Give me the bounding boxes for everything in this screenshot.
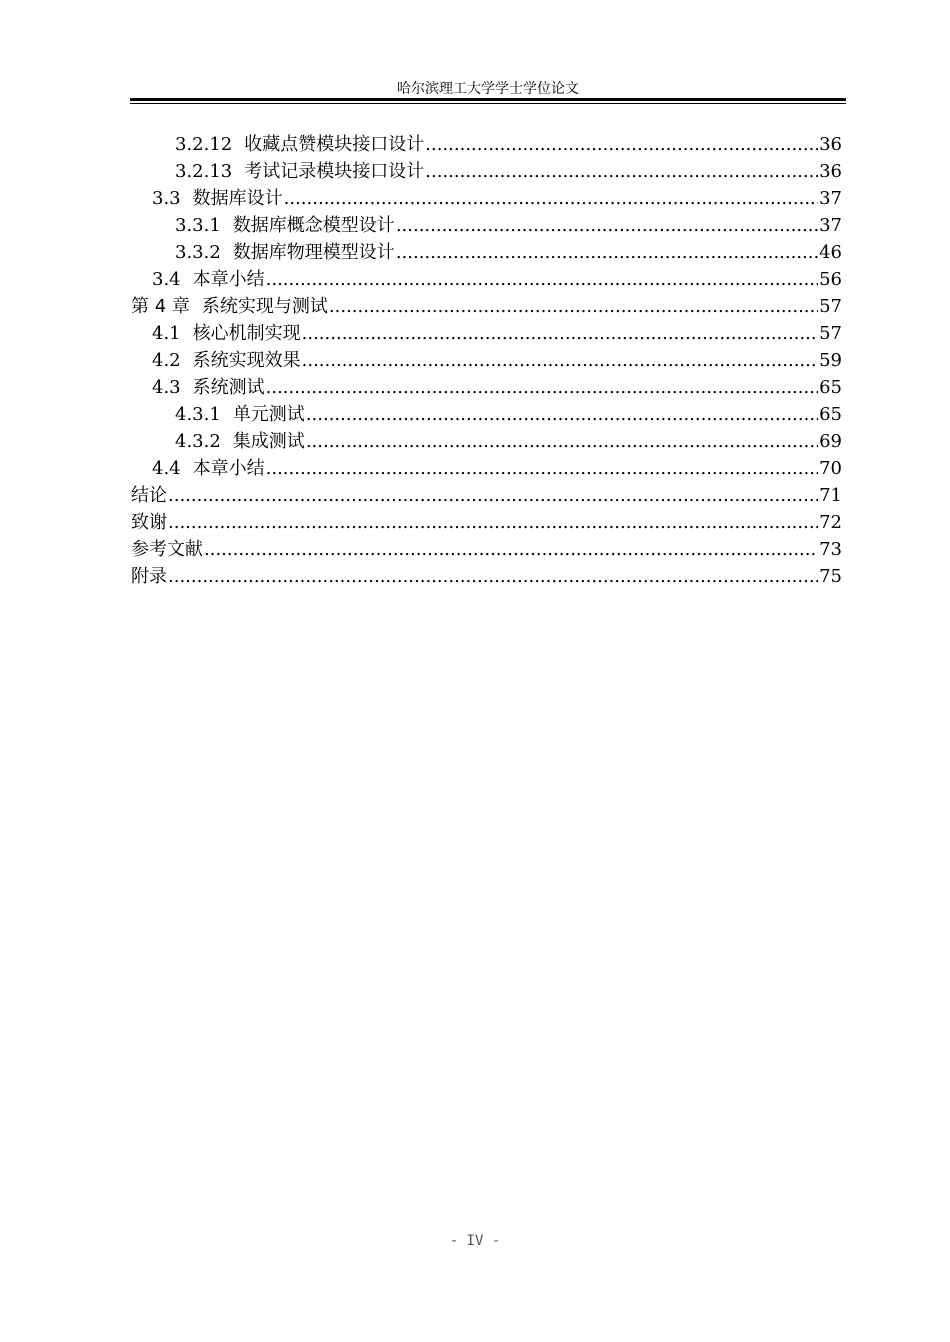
toc-entry[interactable] (131, 347, 842, 374)
toc-entry[interactable] (131, 428, 842, 455)
toc-entry-title: 参考文献 (131, 539, 203, 560)
toc-entry[interactable] (131, 320, 842, 347)
toc-entry-number: 3.3.1 (175, 215, 221, 236)
toc-entry[interactable] (131, 131, 842, 158)
toc-dot-leader (396, 212, 818, 239)
toc-entry-page: 57 (819, 323, 842, 344)
toc-entry[interactable] (131, 536, 842, 563)
toc-entry[interactable] (131, 239, 842, 266)
toc-entry-number: 4.3.2 (175, 431, 221, 452)
table-of-contents (131, 131, 842, 590)
header-rule-thick (130, 98, 846, 101)
toc-entry[interactable] (131, 563, 842, 590)
toc-dot-leader (425, 131, 818, 158)
toc-entry-title: 数据库物理模型设计 (232, 242, 395, 263)
toc-entry[interactable] (131, 158, 842, 185)
toc-entry-page: 36 (819, 161, 842, 182)
toc-dot-leader (302, 347, 818, 374)
toc-entry-page: 73 (819, 539, 842, 560)
toc-entry-number: 第 4 章 (131, 296, 190, 317)
toc-entry-page: 69 (819, 431, 842, 452)
toc-entry-page: 36 (819, 134, 842, 155)
toc-entry-number: 4.3 (152, 377, 181, 398)
toc-entry-number: 4.1 (152, 323, 181, 344)
toc-dot-leader (266, 266, 818, 293)
toc-entry-title: 单元测试 (232, 404, 305, 425)
header-rule-thin (130, 103, 846, 104)
toc-entry-title: 致谢 (131, 512, 167, 533)
toc-entry-title: 集成测试 (232, 431, 305, 452)
toc-entry-number: 4.4 (152, 458, 181, 479)
toc-entry[interactable] (131, 266, 842, 293)
toc-entry-page: 57 (819, 296, 842, 317)
toc-entry-number: 4.2 (152, 350, 181, 371)
toc-entry-page: 65 (819, 404, 842, 425)
toc-entry-title: 结论 (131, 485, 167, 506)
toc-dot-leader (306, 428, 818, 455)
toc-entry-page: 71 (819, 485, 842, 506)
toc-entry-title: 附录 (131, 566, 167, 587)
toc-entry-title: 本章小结 (192, 458, 265, 479)
running-header: 哈尔滨理工大学学士学位论文 (397, 81, 579, 97)
toc-entry-number: 4.3.1 (175, 404, 221, 425)
toc-entry[interactable] (131, 455, 842, 482)
toc-entry-page: 65 (819, 377, 842, 398)
toc-entry[interactable] (131, 185, 842, 212)
toc-entry-page: 72 (819, 512, 842, 533)
toc-entry-page: 70 (819, 458, 842, 479)
toc-entry-title: 核心机制实现 (192, 323, 301, 344)
toc-dot-leader (425, 158, 818, 185)
toc-entry-title: 数据库概念模型设计 (232, 215, 395, 236)
toc-entry[interactable] (131, 509, 842, 536)
toc-dot-leader (306, 401, 818, 428)
toc-entry[interactable] (131, 482, 842, 509)
toc-entry[interactable] (131, 401, 842, 428)
toc-entry[interactable] (131, 374, 842, 401)
toc-entry-page: 59 (819, 350, 842, 371)
toc-entry-page: 56 (819, 269, 842, 290)
toc-dot-leader (266, 455, 818, 482)
toc-entry-title: 本章小结 (192, 269, 265, 290)
toc-entry-number: 3.3 (152, 188, 181, 209)
toc-dot-leader (168, 509, 818, 536)
toc-dot-leader (204, 536, 818, 563)
toc-dot-leader (168, 563, 818, 590)
toc-entry-page: 37 (819, 215, 842, 236)
toc-entry-title: 系统测试 (192, 377, 265, 398)
toc-entry-number: 3.2.13 (175, 161, 233, 182)
toc-entry-title: 考试记录模块接口设计 (244, 161, 425, 182)
toc-entry-page: 46 (819, 242, 842, 263)
toc-entry-title: 收藏点赞模块接口设计 (244, 134, 425, 155)
toc-entry-title: 系统实现效果 (192, 350, 301, 371)
toc-entry-title: 数据库设计 (192, 188, 283, 209)
toc-entry-page: 37 (819, 188, 842, 209)
toc-entry-title: 系统实现与测试 (201, 296, 328, 317)
toc-dot-leader (396, 239, 818, 266)
toc-entry-number: 3.4 (152, 269, 181, 290)
toc-entry-number: 3.3.2 (175, 242, 221, 263)
page-number: - IV - (449, 1233, 501, 1249)
toc-dot-leader (329, 293, 818, 320)
toc-dot-leader (302, 320, 818, 347)
toc-dot-leader (284, 185, 818, 212)
toc-entry[interactable] (131, 212, 842, 239)
toc-entry-number: 3.2.12 (175, 134, 233, 155)
toc-dot-leader (168, 482, 818, 509)
toc-entry-page: 75 (819, 566, 842, 587)
toc-entry[interactable] (131, 293, 842, 320)
toc-dot-leader (266, 374, 818, 401)
